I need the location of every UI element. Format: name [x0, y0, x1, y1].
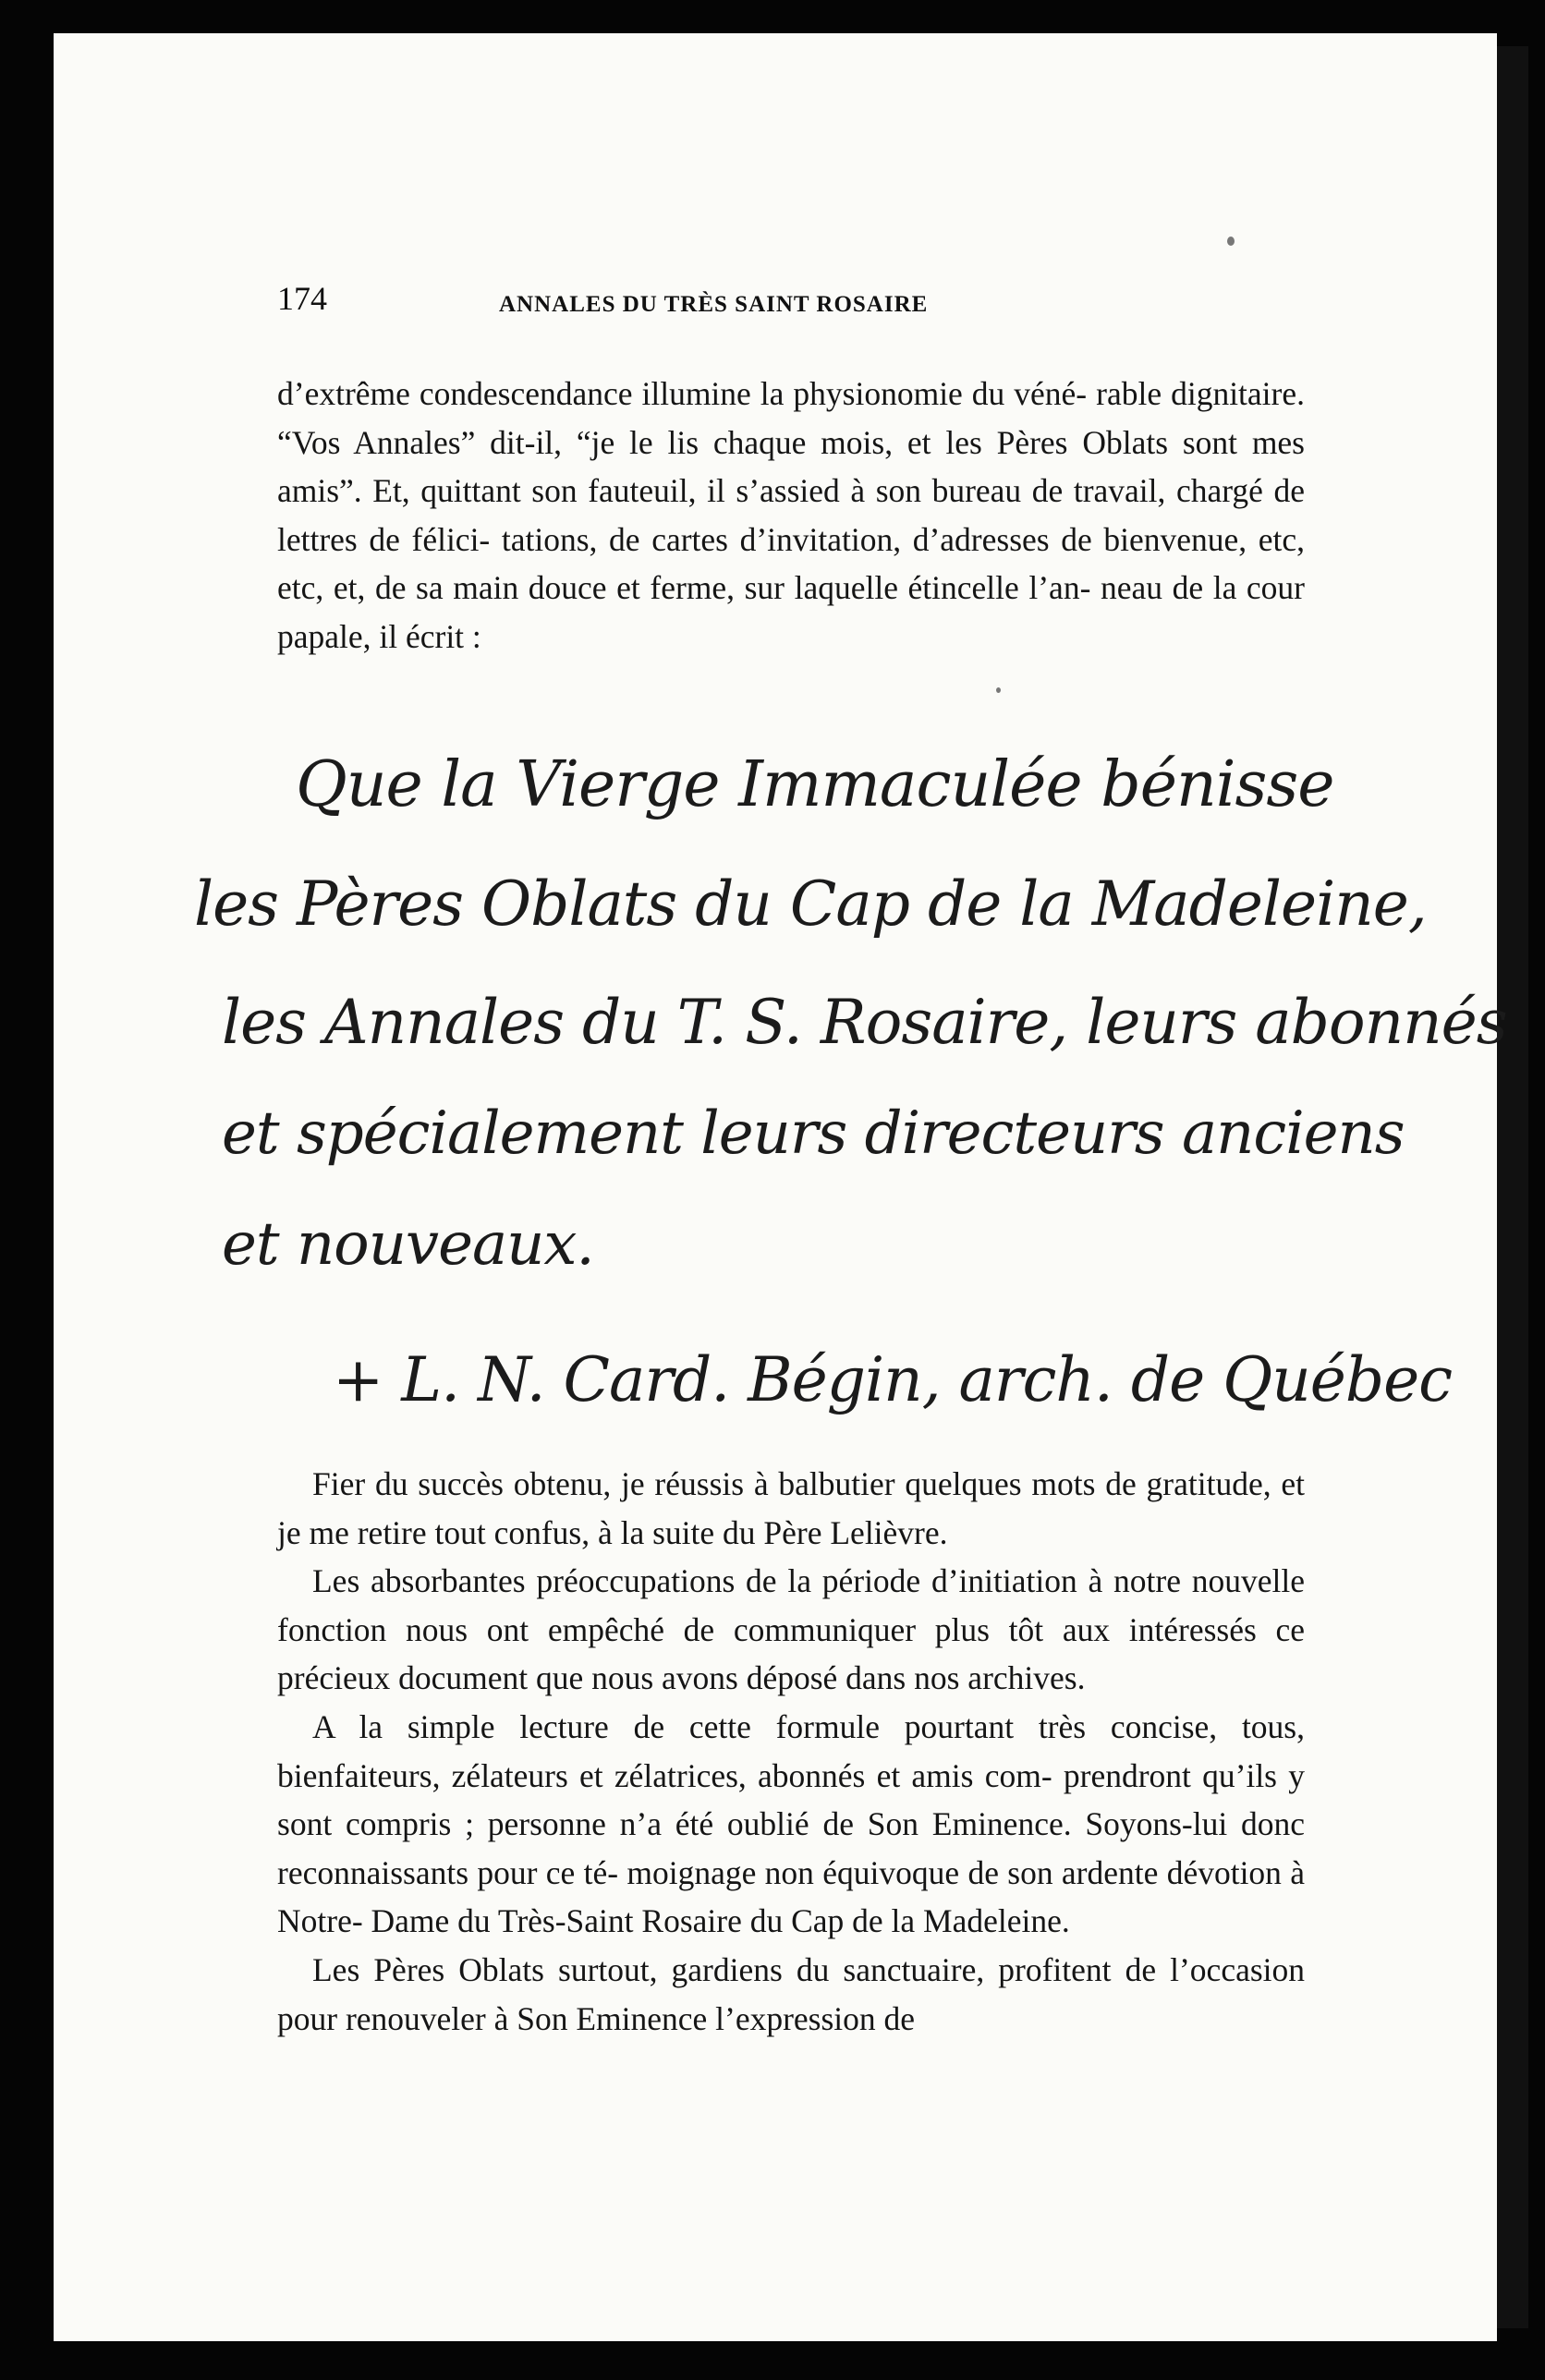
- text-line: Dame du Très-Saint Rosaire du Cap de la Madeleine.: [371, 1902, 1070, 1940]
- text-line: Fier du succès obtenu, je réussis à balbutier quelques mots: [312, 1465, 1096, 1502]
- text-line: Son Eminence. Soyons-lui donc reconnaissants pour ce té-: [277, 1805, 1305, 1891]
- text-line: plus tôt aux intéressés ce précieux document que nous avons: [277, 1610, 1306, 1697]
- binding-edge: [1497, 46, 1528, 2328]
- text-line: de l’occasion pour renouveler à Son Eminence l’expression de: [277, 1950, 1306, 2037]
- text-line: de gratitude, et je me retire tout confus, à la suite du Père: [277, 1465, 1305, 1551]
- top-paragraph: [277, 370, 1305, 662]
- text-line: Lelièvre.: [830, 1513, 948, 1551]
- text-line: notre nouvelle fonction nous ont empêché de communiquer: [277, 1562, 1306, 1648]
- text-line: et les Pères Oblats sont mes amis”. Et, quittant son fauteuil,: [277, 423, 1305, 510]
- paragraph: [277, 1557, 1305, 1703]
- page-number: 174: [277, 280, 327, 317]
- running-title: ANNALES DU TRÈS SAINT ROSAIRE: [499, 292, 929, 317]
- text-line: neau de la cour papale, il écrit :: [277, 569, 1306, 655]
- text-line: etc, et, de sa main douce et ferme, sur laquelle étincelle l’an-: [277, 569, 1091, 607]
- page-header: [277, 279, 1312, 325]
- text-line: prendront qu’ils y sont compris ; personne n’a été oublié de: [277, 1756, 1305, 1843]
- text-line: d’extrême condescendance illumine la physionomie du véné-: [277, 375, 1088, 412]
- text-line: tous, bienfaiteurs, zélateurs et zélatrices, abonnés et amis com-: [277, 1707, 1305, 1794]
- text-line: déposé dans nos archives.: [746, 1659, 1086, 1697]
- text-line: rable dignitaire. “Vos Annales” dit-il, “je le lis chaque mois,: [277, 375, 1305, 461]
- handwritten-line: les Pères Oblats du Cap de la Madeleine,: [194, 868, 1427, 940]
- handwritten-line: Que la Vierge Immaculée bénisse: [296, 748, 1334, 821]
- dust-speck: [1227, 237, 1235, 246]
- text-line: moignage non équivoque de son ardente dévotion à Notre-: [277, 1853, 1306, 1940]
- dust-speck: [996, 687, 1001, 693]
- text-line: Les Pères Oblats surtout, gardiens du sanctuaire, profitent: [312, 1950, 1112, 1988]
- handwritten-line: les Annales du T. S. Rosaire, leurs abonnés: [222, 987, 1507, 1058]
- paragraph: [277, 370, 1305, 662]
- handwritten-signature: + L. N. Card. Bégin, arch. de Québec: [333, 1344, 1453, 1415]
- handwritten-note: [185, 730, 1507, 1432]
- paragraph: [277, 1460, 1305, 1557]
- handwritten-line: et nouveaux.: [222, 1210, 594, 1279]
- text-line: A la simple lecture de cette formule pourtant très concise,: [312, 1707, 1218, 1745]
- text-line: Les absorbantes préoccupations de la période d’initiation à: [312, 1562, 1103, 1600]
- text-line: il s’assied à son bureau de travail, chargé de lettres de félici-: [277, 472, 1305, 558]
- paragraph: [277, 1946, 1305, 2043]
- text-line: tations, de cartes d’invitation, d’adresses de bienvenue, etc,: [501, 520, 1305, 558]
- bottom-text: [277, 1460, 1305, 2043]
- handwritten-line: et spécialement leurs directeurs anciens: [222, 1099, 1405, 1168]
- paragraph: [277, 1703, 1305, 1946]
